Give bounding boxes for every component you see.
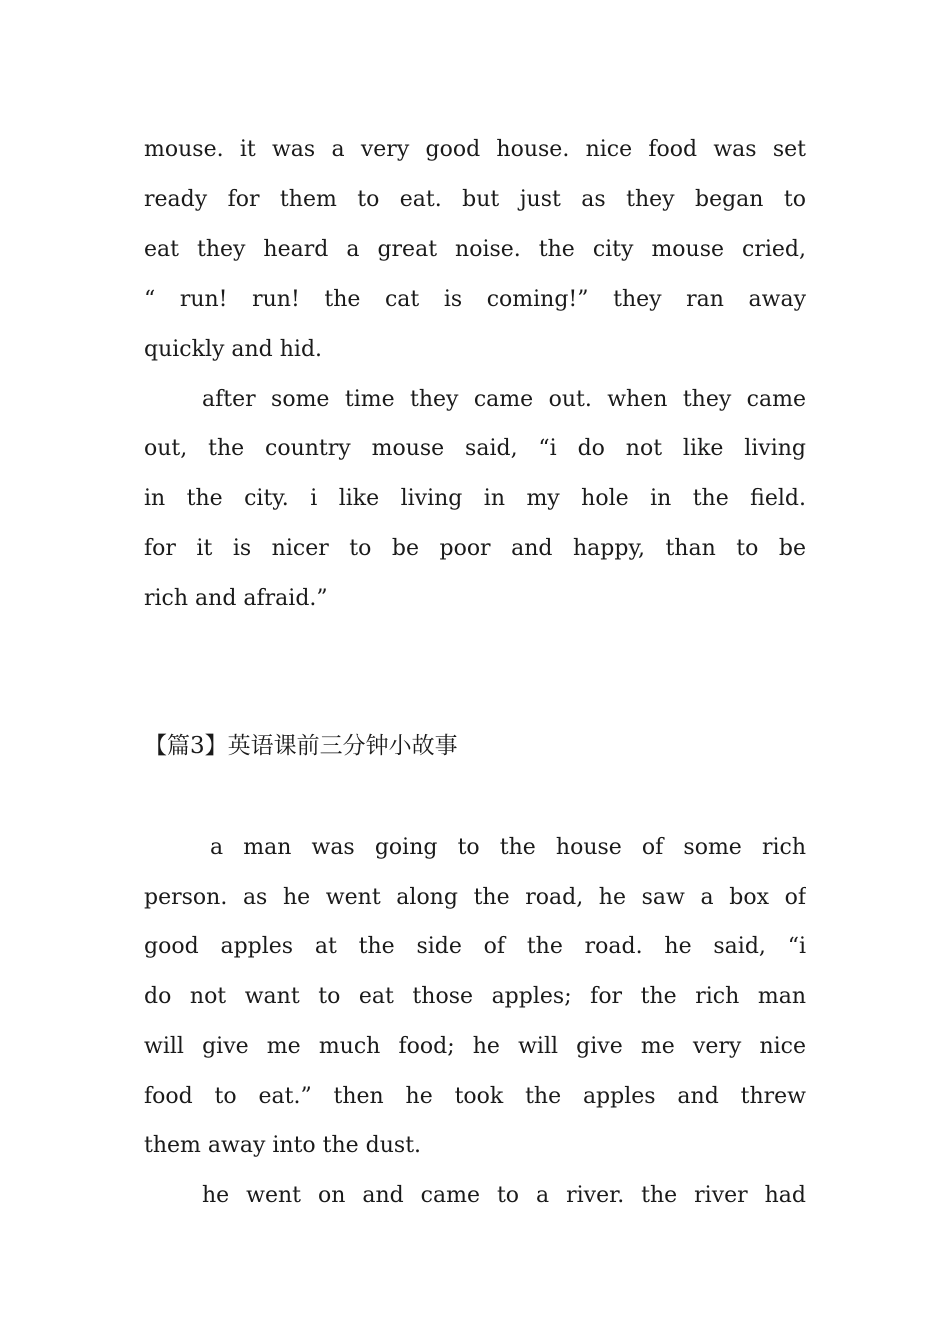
text-line: will give me much food; he will give me very nice: [144, 1034, 806, 1059]
text-line: person. as he went along the road, he saw a box of: [144, 885, 806, 910]
text-line: after some time they came out. when they came: [202, 387, 806, 412]
text-line: out, the country mouse said, “i do not like living: [144, 436, 806, 461]
text-line: mouse. it was a very good house. nice food was set: [144, 137, 806, 162]
text-line: he went on and came to a river. the river had: [202, 1183, 806, 1208]
text-line: food to eat.” then he took the apples and threw: [144, 1084, 806, 1109]
text-line: a man was going to the house of some rich: [210, 835, 806, 860]
text-line: “ run! run! the cat is coming!” they ran away: [144, 287, 806, 312]
text-line: quickly and hid.: [144, 337, 323, 362]
text-line: for it is nicer to be poor and happy, than to be: [144, 536, 806, 561]
text-line: good apples at the side of the road. he said, “i: [144, 934, 806, 959]
text-line: rich and afraid.”: [144, 586, 328, 611]
text-line: do not want to eat those apples; for the rich man: [144, 984, 806, 1009]
text-line: in the city. i like living in my hole in the field.: [144, 486, 806, 511]
text-line: them away into the dust.: [144, 1133, 422, 1158]
text-line: ready for them to eat. but just as they began to: [144, 187, 806, 212]
text-line: eat they heard a great noise. the city mouse cried,: [144, 237, 806, 262]
section-heading: 【篇3】英语课前三分钟小故事: [144, 733, 458, 759]
